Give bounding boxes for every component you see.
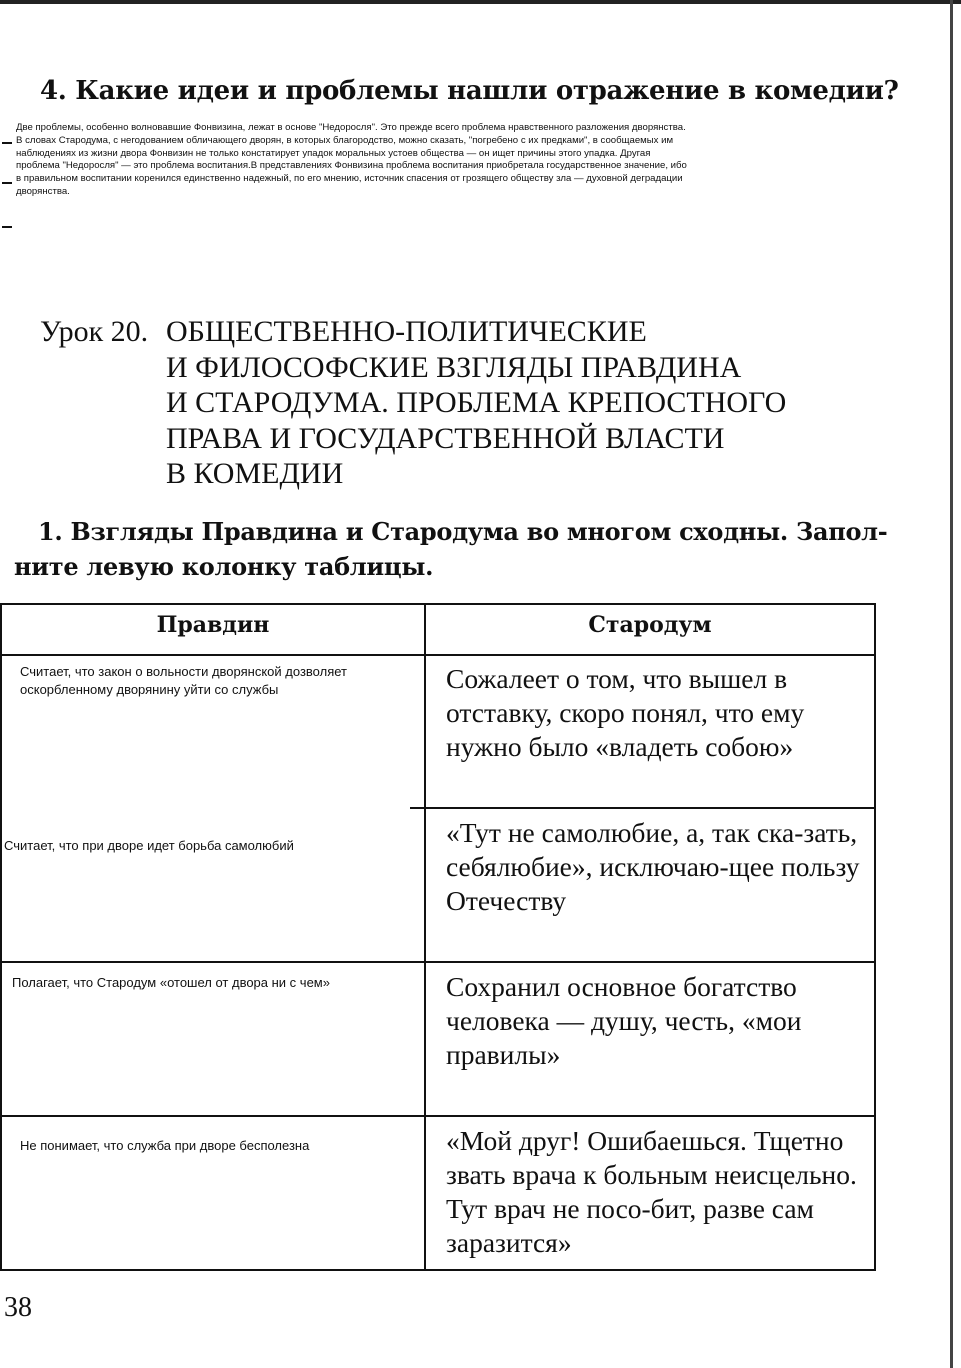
lesson-title-line: И СТАРОДУМА. ПРОБЛЕМА КРЕПОСТНОГО	[166, 386, 787, 419]
answer-line: проблема "Недоросля" — это проблема воспитания.В представлениях Фонвизина проблема воспитания приобретала государственное значение, ибо	[16, 160, 687, 172]
table-header-starodum: Стародум	[588, 612, 712, 638]
page-number: 38	[4, 1292, 32, 1323]
table-border-left	[0, 603, 2, 1271]
lesson-title-line: ОБЩЕСТВЕННО-ПОЛИТИЧЕСКИЕ	[166, 315, 647, 348]
lesson-title-line: ПРАВА И ГОСУДАРСТВЕННОЙ ВЛАСТИ	[166, 421, 725, 455]
margin-dash	[2, 226, 12, 228]
margin-dash	[2, 142, 12, 144]
task-1-line: 1. Взгляды Правдина и Стародума во многом сходны. Запол-	[38, 517, 888, 546]
table-row-divider	[0, 1115, 876, 1117]
pravdin-cell[interactable]: Считает, что закон о вольности дворянской дозволяет оскорбленному дворянину уйти со службы	[20, 664, 347, 697]
answer-line: дворянства.	[16, 185, 70, 197]
task-1-line: ните левую колонку таблицы.	[14, 552, 434, 581]
margin-dash	[2, 182, 12, 184]
starodum-cell: Сожалеет о том, что вышел в отставку, скоро понял, что ему нужно было «владеть собою»	[446, 663, 805, 762]
question-4-answer	[16, 122, 906, 199]
answer-line: В словах Стародума, с негодованием обличающего дворян, в которых благородство, можно сказать, "погребено с их предками", в сообщаемых им	[16, 134, 674, 146]
pravdin-cell[interactable]: Полагает, что Стародум «отошел от двора ни с чем»	[12, 975, 330, 990]
lesson-title-line: В КОМЕДИИ	[166, 457, 344, 490]
table-border-bottom	[0, 1269, 876, 1271]
right-border	[950, 0, 953, 1368]
starodum-cell: «Тут не самолюбие, а, так ска-зать, себялюбие», исключаю-щее пользу Отечеству	[446, 817, 860, 916]
table-row-divider	[0, 961, 876, 963]
top-border	[0, 0, 961, 4]
table-row-divider	[410, 807, 876, 809]
question-4-heading: 4. Какие идеи и проблемы нашли отражение в комедии?	[40, 76, 899, 106]
task-1-heading	[14, 514, 894, 584]
table-border-right	[874, 603, 876, 1271]
table-header-rule	[0, 654, 876, 656]
table-header-pravdin: Правдин	[156, 612, 270, 638]
table-border-top	[0, 603, 876, 605]
lesson-number: Урок 20.	[40, 315, 149, 348]
answer-line: наблюдениях из жизни двора Фонвизин не только констатирует упадок моральных устоев общества — он ищет причины этого упадка. Другая	[16, 147, 651, 159]
answer-line: Две проблемы, особенно волновавшие Фонвизина, лежат в основе "Недоросля". Это прежде всего проблема нравственного разложения дворянства.	[16, 122, 686, 133]
starodum-cell: Сохранил основное богатство человека — душу, честь, «мои правилы»	[446, 971, 802, 1070]
starodum-cell: «Мой друг! Ошибаешься. Тщетно звать врача к больным неисцельно. Тут врач не посо-бит, разве сам заразится»	[446, 1125, 857, 1258]
lesson-title-line: И ФИЛОСОФСКИЕ ВЗГЛЯДЫ ПРАВДИНА	[166, 350, 742, 384]
table-column-divider	[424, 603, 426, 1271]
pravdin-cell[interactable]: Не понимает, что служба при дворе бесполезна	[20, 1138, 310, 1153]
pravdin-cell[interactable]: Считает, что при дворе идет борьба самолюбий	[4, 838, 294, 853]
answer-line: в правильном воспитании коренился единственно надежный, по его мнению, источник спасения от грозящего обществу зла — духовной деградации	[16, 173, 683, 185]
